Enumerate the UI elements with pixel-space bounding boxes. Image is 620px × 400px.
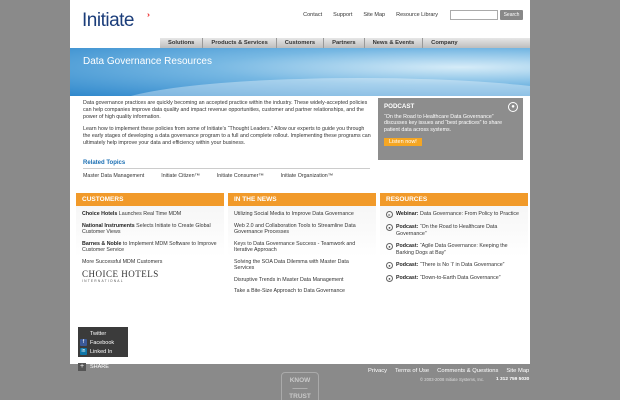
nav-solutions[interactable]: Solutions	[160, 38, 203, 48]
footer-privacy-link[interactable]: Privacy	[368, 368, 388, 374]
banner	[70, 48, 530, 96]
resource-item[interactable]: ● Podcast: “On the Road to Healthcare Data Governance”	[386, 224, 522, 237]
utility-nav	[303, 12, 438, 18]
facebook-icon: f	[80, 339, 87, 346]
choice-hotels-logo: CHOICE HOTELS	[82, 269, 159, 279]
resource-item[interactable]: ● Podcast: “Agile Data Governance: Keeping the Barking Dogs at Bay”	[386, 243, 522, 256]
resources-heading: RESOURCES	[380, 193, 528, 206]
news-column	[228, 193, 376, 321]
related-link-organization[interactable]: Initiate Organization™	[280, 173, 334, 179]
search-button[interactable]: Search	[500, 10, 523, 20]
intro-paragraph-1: Data governance practices are quickly becoming an accepted practice within the industry. These widely-accepted policies can help companies improve data quality and impact revenue opportunities, customer and partner relationships, and the power of high quality information.	[83, 100, 368, 120]
initiate-logo[interactable]: Initiate	[82, 10, 134, 31]
podcast-icon: ●	[386, 275, 393, 282]
footer-links	[368, 368, 529, 374]
linkedin-link[interactable]: in Linked In	[81, 348, 113, 355]
related-link-citizen[interactable]: Initiate Citizen™	[161, 173, 200, 179]
news-item[interactable]: Keys to Data Governance Success - Teamwork and Iterative Approach	[234, 240, 356, 253]
page	[70, 0, 530, 364]
footer-terms-link[interactable]: Terms of Use	[395, 368, 430, 374]
twitter-icon	[80, 330, 87, 337]
resource-item[interactable]: ● Podcast: “There is No ‘I’ in Data Governance”	[386, 262, 522, 269]
customers-column	[76, 193, 224, 321]
copyright: © 2003-2008 Initiate Systems, Inc.	[420, 377, 485, 382]
contact-link[interactable]: Contact	[303, 12, 323, 18]
podcast-description: “On the Road to Healthcare Data Governance” discusses key issues and “best practices” to share patient data across systems.	[384, 114, 503, 133]
twitter-link[interactable]: Twitter	[78, 329, 128, 338]
facebook-link[interactable]: f Facebook	[78, 338, 128, 347]
linkedin-icon: in	[81, 348, 86, 354]
social-panel	[78, 327, 128, 357]
news-item[interactable]: Take a Bite-Size Approach to Data Governance	[234, 288, 346, 294]
podcast-icon: ●	[386, 262, 393, 269]
divider	[83, 168, 370, 169]
nav-news-events[interactable]: News & Events	[365, 38, 424, 48]
choice-hotels-logo-sub: INTERNATIONAL	[82, 278, 124, 283]
intro-text	[83, 100, 373, 153]
footer-comments-link[interactable]: Comments & Questions	[437, 368, 499, 374]
related-topics-title: Related Topics	[83, 160, 126, 166]
related-topics-links	[83, 173, 333, 179]
share-label: SHARE	[90, 364, 109, 370]
news-heading: IN THE NEWS	[228, 193, 376, 206]
support-link[interactable]: Support	[333, 12, 353, 18]
listen-now-button[interactable]: Listen now!	[384, 138, 422, 146]
resources-column	[380, 193, 528, 321]
logo-arrows-icon: ›››	[147, 12, 148, 19]
nav-partners[interactable]: Partners	[324, 38, 365, 48]
footer-site-map-link[interactable]: Site Map	[506, 368, 530, 374]
news-item[interactable]: Disruptive Trends in Master Data Management	[234, 276, 344, 283]
news-item[interactable]: Solving the SOA Data Dilemma with Master Data Services	[234, 258, 349, 271]
webinar-icon: ▸	[386, 211, 393, 218]
news-item[interactable]: Web 2.0 and Collaboration Tools to Streamline Data Governance Processes	[234, 222, 356, 235]
nav-products-services[interactable]: Products & Services	[203, 38, 276, 48]
banner-swoosh	[110, 78, 530, 96]
resource-library-link[interactable]: Resource Library	[396, 12, 438, 18]
resource-item[interactable]: ▸ Webinar: Data Governance: From Policy to Practice	[386, 211, 522, 218]
share-button[interactable]	[78, 363, 109, 371]
nav-company[interactable]: Company	[431, 40, 458, 46]
podcast-icon: ●	[386, 224, 393, 231]
related-link-consumer[interactable]: Initiate Consumer™	[216, 173, 264, 179]
know-trust-badge: KNOW ——— TRUST	[281, 372, 319, 400]
intro-paragraph-2: Learn how to implement these policies from some of Initiate’s “Thought Leaders.” Allow our experts to guide you through the early stages of developing a data governance program to a full and complete rollout. Implementing these programs can ultimately help improve your data and efficiency within your business.	[83, 126, 371, 146]
phone-number: 1 312 759 5030	[496, 377, 530, 382]
podcast-title: PODCAST	[384, 103, 415, 110]
news-item[interactable]: Utilizing Social Media to Improve Data Governance	[234, 211, 354, 217]
podcast-icon: ●	[386, 243, 393, 250]
search-input[interactable]	[450, 10, 498, 20]
main-nav	[160, 38, 530, 48]
customer-entry[interactable]: Barnes & Noble to Implement MDM Software to Improve Customer Service	[82, 240, 217, 253]
resource-item[interactable]: ● Podcast: “Down-to-Earth Data Governance”	[386, 275, 522, 282]
customers-heading: CUSTOMERS	[76, 193, 224, 206]
microphone-icon: ●	[508, 102, 518, 112]
nav-customers[interactable]: Customers	[277, 38, 324, 48]
customer-entry[interactable]: National Instruments Selects Initiate to Create Global Customer Views	[82, 222, 211, 235]
more-customers-link[interactable]: More Successful MDM Customers	[82, 258, 163, 265]
page-title: Data Governance Resources	[83, 56, 212, 67]
site-map-link[interactable]: Site Map	[363, 12, 386, 18]
related-link-mdm[interactable]: Master Data Management	[83, 173, 145, 179]
customer-entry[interactable]: Choice Hotels Launches Real Time MDM	[82, 211, 182, 217]
plus-icon: +	[79, 363, 85, 370]
podcast-box	[378, 98, 523, 160]
